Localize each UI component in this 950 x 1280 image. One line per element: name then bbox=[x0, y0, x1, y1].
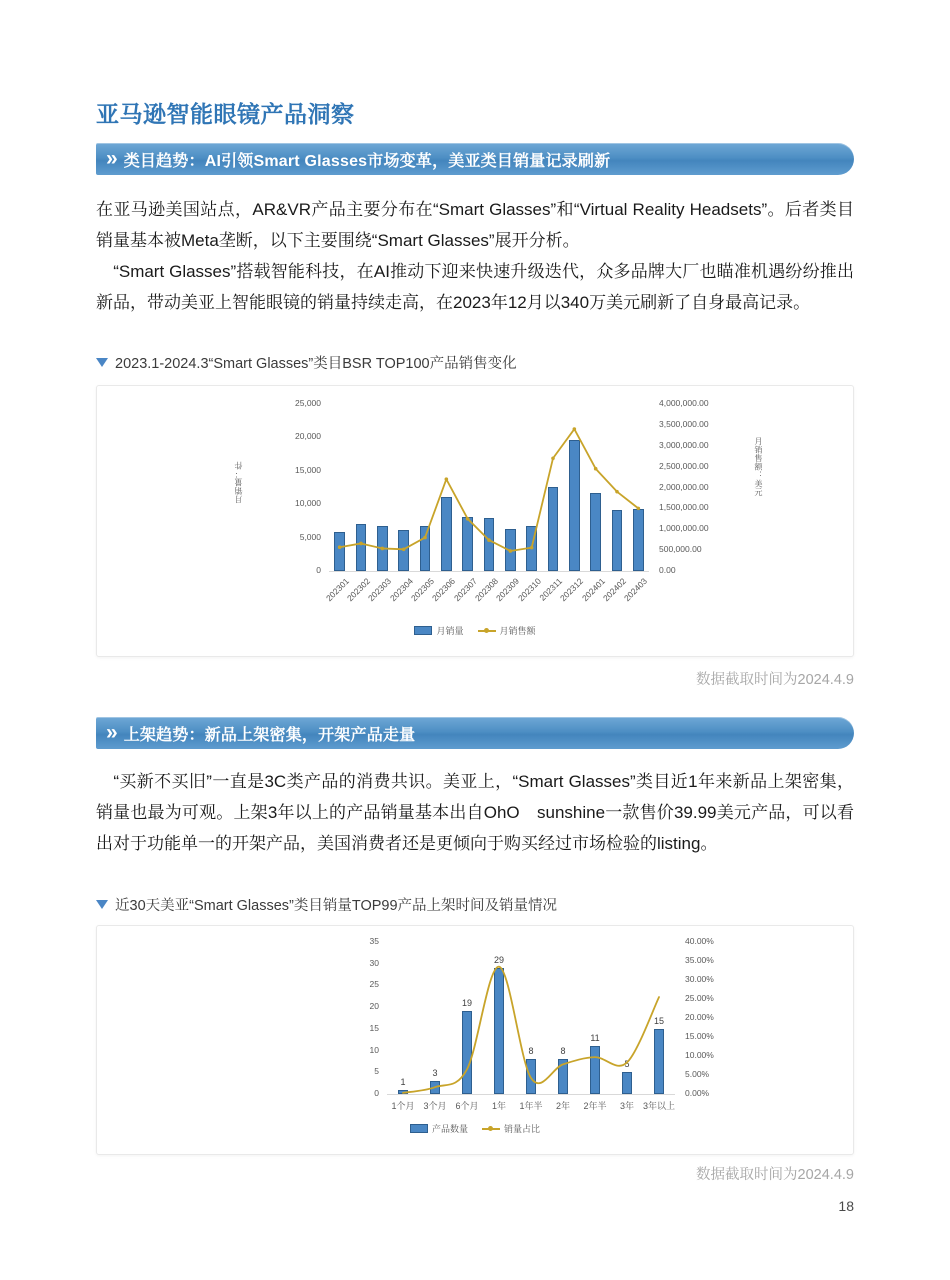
page-number: 18 bbox=[838, 1198, 854, 1214]
chart-1-card bbox=[96, 385, 854, 657]
y-axis-tick-right: 30.00% bbox=[685, 974, 714, 984]
x-axis-tick: 202302 bbox=[344, 576, 373, 604]
y-axis-tick-right: 0.00% bbox=[685, 1088, 710, 1098]
double-chevron-right-icon: » bbox=[106, 720, 116, 744]
x-axis-tick: 1年 bbox=[491, 1101, 506, 1111]
x-axis-tick: 202306 bbox=[430, 576, 458, 604]
paragraph-1-2: “Smart Glasses”搭载智能科技，在AI推动下迎来快速升级迭代，众多品牌大厂也瞄准机遇纷纷推出新品，带动美亚上智能眼镜的销量持续走高，在2023年12月以340万美元刷新了自身最高记录。 bbox=[96, 262, 854, 312]
y-axis-tick-right: 20.00% bbox=[685, 1012, 714, 1022]
legend-bar-label: 月销量 bbox=[436, 626, 464, 636]
y-axis-tick-left: 10 bbox=[369, 1044, 379, 1055]
x-axis-tick: 202402 bbox=[600, 576, 629, 604]
legend-line-label: 月销售额 bbox=[499, 626, 536, 636]
bar-value-label: 11 bbox=[590, 1033, 600, 1044]
x-axis-tick: 202304 bbox=[387, 576, 415, 604]
x-axis-tick: 3年以上 bbox=[642, 1101, 675, 1111]
bar-value-label: 3 bbox=[432, 1067, 438, 1078]
triangle-down-icon bbox=[96, 900, 108, 909]
x-axis-tick: 202303 bbox=[366, 576, 394, 604]
figure-2-caption bbox=[96, 894, 557, 915]
x-axis-tick: 202309 bbox=[494, 576, 522, 604]
bar-value-label: 19 bbox=[461, 998, 472, 1009]
legend-item-bar bbox=[414, 624, 463, 637]
chart-2-listing-age bbox=[97, 926, 853, 1154]
footnote-1: 数据截取时间为2024.4.9 bbox=[696, 672, 854, 688]
chart-1-sales-trend bbox=[97, 386, 853, 656]
section-header-2 bbox=[96, 717, 854, 749]
x-axis-tick: 202312 bbox=[558, 576, 586, 604]
line-series-overlay bbox=[97, 926, 853, 1154]
y-axis-tick-left: 30 bbox=[369, 957, 379, 968]
x-axis-tick: 202403 bbox=[622, 576, 650, 604]
footnote-2: 数据截取时间为2024.4.9 bbox=[696, 1167, 854, 1183]
y-axis-tick-left: 15 bbox=[369, 1022, 379, 1033]
bar-value-label: 5 bbox=[624, 1059, 630, 1070]
y-axis-tick-right: 4,000,000.00 bbox=[659, 398, 709, 408]
bar-value-label: 29 bbox=[493, 955, 504, 966]
section-header-2-label: 上架趋势：新品上架密集，开架产品走量 bbox=[123, 726, 416, 744]
legend-line-label: 销量占比 bbox=[504, 1124, 541, 1134]
x-axis-tick: 202311 bbox=[537, 576, 565, 603]
x-axis-tick: 1年半 bbox=[519, 1101, 543, 1111]
x-axis-tick: 3个月 bbox=[423, 1101, 447, 1111]
y-axis-tick-left: 20 bbox=[369, 1001, 379, 1012]
y-axis-tick-left: 15,000 bbox=[295, 464, 321, 475]
y-axis-tick-right: 500,000.00 bbox=[659, 544, 702, 555]
legend-item-bar bbox=[410, 1122, 468, 1135]
x-axis-tick: 202305 bbox=[408, 576, 437, 604]
page-title: 亚马逊智能眼镜产品洞察 bbox=[96, 101, 355, 127]
bar-value-label: 1 bbox=[400, 1076, 406, 1087]
figure-1-caption-label: 2023.1-2024.3“Smart Glasses”类目BSR TOP100产品销售变化 bbox=[115, 356, 517, 372]
bar-value-label: 8 bbox=[528, 1046, 534, 1057]
y-axis-tick-right: 10.00% bbox=[685, 1050, 714, 1060]
y-axis-tick-right: 40.00% bbox=[685, 936, 714, 946]
y-axis-title-left: 月销量：件 bbox=[234, 460, 243, 504]
legend-bar-label: 产品数量 bbox=[431, 1124, 468, 1134]
y-axis-tick-right: 5.00% bbox=[685, 1069, 710, 1079]
y-axis-tick-right: 2,500,000.00 bbox=[659, 460, 709, 471]
y-axis-tick-right: 15.00% bbox=[685, 1031, 714, 1041]
y-axis-tick-left: 0 bbox=[316, 565, 321, 575]
paragraph-1-1: 在亚马逊美国站点，AR&VR产品主要分布在“Smart Glasses”和“Virtual Reality Headsets”。后者类目销量基本被Meta垄断，以下主要围绕“Smart Glasses”展开分析。 bbox=[96, 200, 854, 250]
y-axis-tick-right: 25.00% bbox=[685, 993, 714, 1003]
section-header-1 bbox=[96, 143, 854, 175]
triangle-down-icon bbox=[96, 358, 108, 367]
y-axis-tick-left: 25,000 bbox=[295, 398, 321, 408]
x-axis-tick: 3年 bbox=[619, 1101, 634, 1111]
y-axis-tick-right: 0.00 bbox=[659, 565, 676, 575]
chart-2-card bbox=[96, 925, 854, 1155]
legend-item-line bbox=[482, 1122, 540, 1135]
x-axis-tick: 2年 bbox=[555, 1101, 570, 1111]
x-axis-tick: 1个月 bbox=[391, 1101, 415, 1111]
y-axis-tick-left: 25 bbox=[369, 979, 379, 990]
paragraph-2-1: “买新不买旧”一直是3C类产品的消费共识。美亚上，“Smart Glasses”类目近1年来新品上架密集，销量也最为可观。上架3年以上的产品销量基本出自OhO sunshine一款售价39.99美元产品，可以看出对于功能单一的开架产品，美国消费者还是更倾向于购买经过市场检验的listing。 bbox=[96, 772, 854, 853]
x-axis-tick: 202310 bbox=[515, 576, 543, 604]
bar-value-label: 8 bbox=[560, 1046, 566, 1057]
x-axis-tick: 202401 bbox=[579, 576, 607, 604]
section-header-1-label: 类目趋势：AI引领Smart Glasses市场变革，美亚类目销量记录刷新 bbox=[123, 152, 611, 170]
y-axis-tick-left: 5 bbox=[374, 1066, 379, 1077]
y-axis-title-right: 月销售额：美元 bbox=[754, 437, 763, 497]
y-axis-tick-left: 35 bbox=[369, 936, 379, 946]
y-axis-tick-right: 2,000,000.00 bbox=[659, 481, 709, 492]
y-axis-tick-right: 35.00% bbox=[685, 955, 714, 965]
x-axis-tick: 202308 bbox=[472, 576, 501, 604]
double-chevron-right-icon: » bbox=[106, 146, 116, 170]
line-series-overlay bbox=[97, 386, 853, 656]
y-axis-tick-left: 0 bbox=[374, 1088, 379, 1098]
x-axis-tick: 6个月 bbox=[455, 1101, 479, 1111]
y-axis-tick-right: 3,000,000.00 bbox=[659, 439, 709, 450]
x-axis-tick: 2年半 bbox=[583, 1101, 607, 1111]
legend-bar-swatch bbox=[414, 626, 432, 635]
y-axis-tick-right: 1,500,000.00 bbox=[659, 502, 709, 513]
y-axis-tick-left: 5,000 bbox=[299, 531, 321, 542]
y-axis-tick-left: 10,000 bbox=[295, 498, 321, 509]
figure-2-caption-label: 近30天美亚“Smart Glasses”类目销量TOP99产品上架时间及销量情况 bbox=[115, 898, 558, 914]
legend-bar-swatch bbox=[410, 1124, 428, 1133]
bar-value-label: 15 bbox=[653, 1015, 664, 1026]
y-axis-tick-right: 1,000,000.00 bbox=[659, 523, 709, 534]
legend-item-line bbox=[478, 624, 536, 637]
chart-legend bbox=[97, 624, 853, 637]
legend-line-swatch bbox=[478, 630, 496, 632]
y-axis-tick-left: 20,000 bbox=[295, 431, 321, 442]
figure-1-caption bbox=[96, 352, 517, 373]
legend-line-swatch bbox=[482, 1128, 500, 1130]
x-axis-tick: 202307 bbox=[451, 576, 479, 604]
chart-legend bbox=[97, 1122, 853, 1135]
y-axis-tick-right: 3,500,000.00 bbox=[659, 418, 709, 429]
x-axis-tick: 202301 bbox=[323, 576, 351, 604]
